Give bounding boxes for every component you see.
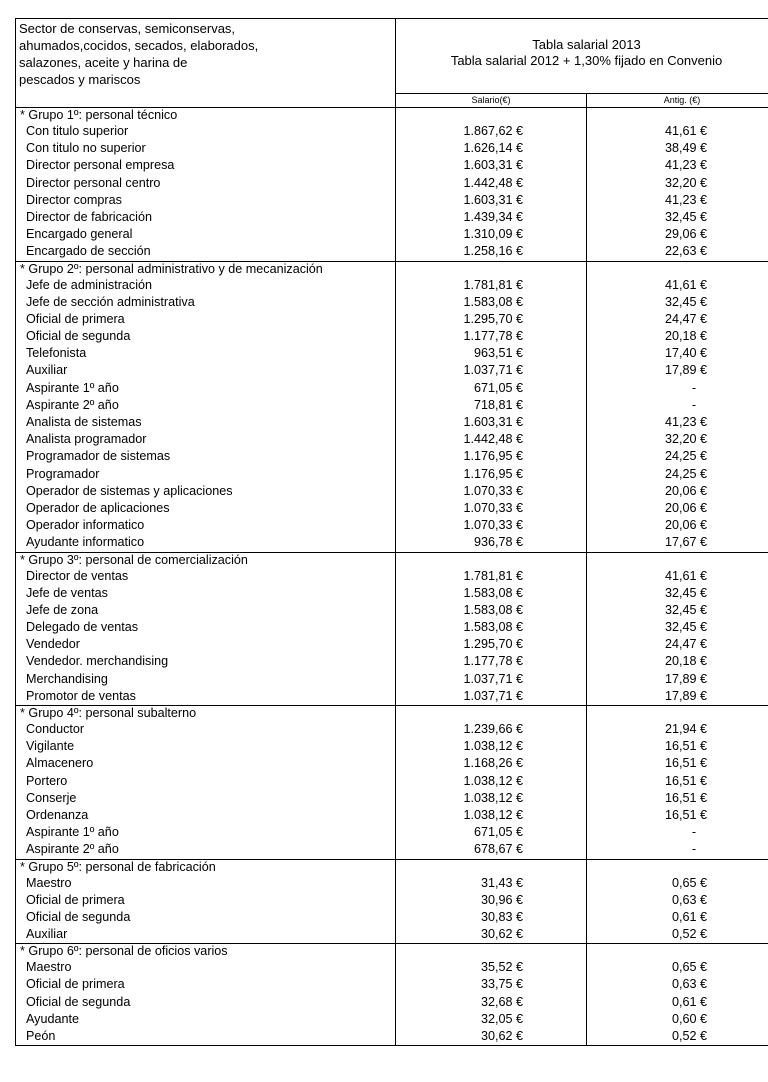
group-title: * Grupo 5º: personal de fabricación (16, 859, 396, 875)
category-name: Encargado de sección (16, 243, 396, 261)
salary-value: 671,05 € (396, 380, 587, 397)
category-name: Vendedor (16, 636, 396, 653)
salary-value: 1.038,12 € (396, 790, 587, 807)
antig-value: 32,20 € (587, 175, 768, 192)
table-row (16, 311, 768, 328)
category-name: Director personal centro (16, 175, 396, 192)
category-name: Conductor (16, 721, 396, 738)
group-title-spacer (396, 552, 587, 568)
salary-value: 718,81 € (396, 397, 587, 414)
table-row (16, 397, 768, 414)
table-row (16, 892, 768, 909)
antig-value: 24,25 € (587, 466, 768, 483)
category-name: Telefonista (16, 345, 396, 362)
group-title-spacer (587, 859, 768, 875)
salary-value: 1.781,81 € (396, 277, 587, 294)
salary-table (15, 18, 768, 1046)
salary-value: 1.295,70 € (396, 311, 587, 328)
table-row (16, 602, 768, 619)
category-name: Merchandising (16, 671, 396, 688)
group-title-spacer (587, 552, 768, 568)
salary-value: 1.583,08 € (396, 585, 587, 602)
antig-value: 0,65 € (587, 875, 768, 892)
category-name: Maestro (16, 959, 396, 976)
category-name: Auxiliar (16, 926, 396, 944)
category-name: Operador de aplicaciones (16, 500, 396, 517)
salary-value: 31,43 € (396, 875, 587, 892)
category-name: Jefe de ventas (16, 585, 396, 602)
antig-value: 21,94 € (587, 721, 768, 738)
antig-value: 0,52 € (587, 926, 768, 944)
table-row (16, 909, 768, 926)
salary-value: 1.070,33 € (396, 517, 587, 534)
antig-value: 16,51 € (587, 738, 768, 755)
table-row (16, 380, 768, 397)
antig-value: 20,06 € (587, 483, 768, 500)
category-name: Jefe de administración (16, 277, 396, 294)
antig-value: 32,20 € (587, 431, 768, 448)
antig-value: 20,18 € (587, 653, 768, 670)
table-row (16, 345, 768, 362)
sector-line: ahumados,cocidos, secados, elaborados, (19, 38, 259, 53)
table-row (16, 192, 768, 209)
antig-value: 16,51 € (587, 773, 768, 790)
antig-value: 41,61 € (587, 568, 768, 585)
category-name: Ordenanza (16, 807, 396, 824)
category-name: Delegado de ventas (16, 619, 396, 636)
category-name: Almacenero (16, 755, 396, 772)
category-name: Promotor de ventas (16, 688, 396, 706)
table-row (16, 243, 768, 261)
antig-value: 16,51 € (587, 807, 768, 824)
antig-value: - (587, 841, 768, 859)
group-header-row (16, 944, 768, 960)
column-header-antig: Antig. (€) (587, 93, 768, 107)
category-name: Maestro (16, 875, 396, 892)
group-title: * Grupo 4º: personal subalterno (16, 706, 396, 722)
table-row (16, 619, 768, 636)
table-row (16, 585, 768, 602)
category-name: Aspirante 2º año (16, 841, 396, 859)
group-title-spacer (396, 108, 587, 124)
group-title-spacer (396, 944, 587, 960)
category-name: Aspirante 1º año (16, 380, 396, 397)
table-row (16, 824, 768, 841)
salary-value: 1.603,31 € (396, 414, 587, 431)
category-name: Jefe de sección administrativa (16, 294, 396, 311)
antig-value: - (587, 824, 768, 841)
salary-value: 1.603,31 € (396, 157, 587, 174)
antig-value: 16,51 € (587, 790, 768, 807)
salary-value: 1.038,12 € (396, 773, 587, 790)
salary-value: 30,62 € (396, 1028, 587, 1046)
antig-value: 32,45 € (587, 294, 768, 311)
group-title-spacer (587, 944, 768, 960)
salary-value: 1.626,14 € (396, 140, 587, 157)
table-row (16, 466, 768, 483)
table-row (16, 926, 768, 944)
sector-line: Sector de conservas, semiconservas, (19, 21, 236, 36)
category-name: Ayudante informatico (16, 534, 396, 552)
category-name: Operador informatico (16, 517, 396, 534)
table-row (16, 568, 768, 585)
group-title: * Grupo 2º: personal administrativo y de mecanización (16, 261, 396, 277)
table-row (16, 362, 768, 379)
antig-value: 0,60 € (587, 1011, 768, 1028)
salary-value: 1.176,95 € (396, 448, 587, 465)
antig-value: 41,23 € (587, 192, 768, 209)
antig-value: 32,45 € (587, 602, 768, 619)
category-name: Auxiliar (16, 362, 396, 379)
salary-value: 1.038,12 € (396, 738, 587, 755)
salary-value: 1.439,34 € (396, 209, 587, 226)
salary-value: 1.168,26 € (396, 755, 587, 772)
table-row (16, 517, 768, 534)
antig-value: 20,18 € (587, 328, 768, 345)
table-title-cell (396, 19, 768, 94)
antig-value: 32,45 € (587, 585, 768, 602)
antig-value: 0,63 € (587, 892, 768, 909)
salary-value: 35,52 € (396, 959, 587, 976)
category-name: Analista de sistemas (16, 414, 396, 431)
table-row (16, 140, 768, 157)
table-row (16, 209, 768, 226)
antig-value: 17,89 € (587, 688, 768, 706)
table-row (16, 123, 768, 140)
category-name: Director compras (16, 192, 396, 209)
table-row (16, 755, 768, 772)
salary-value: 1.176,95 € (396, 466, 587, 483)
salary-table-document (15, 18, 768, 1046)
table-row (16, 636, 768, 653)
antig-value: 41,23 € (587, 414, 768, 431)
table-row (16, 875, 768, 892)
salary-value: 33,75 € (396, 976, 587, 993)
salary-value: 30,83 € (396, 909, 587, 926)
category-name: Oficial de primera (16, 311, 396, 328)
antig-value: 41,61 € (587, 277, 768, 294)
salary-value: 1.295,70 € (396, 636, 587, 653)
column-header-salary: Salario(€) (396, 93, 587, 107)
salary-value: 1.583,08 € (396, 602, 587, 619)
table-row (16, 671, 768, 688)
table-row (16, 807, 768, 824)
table-row (16, 790, 768, 807)
table-row (16, 328, 768, 345)
salary-value: 1.310,09 € (396, 226, 587, 243)
category-name: Ayudante (16, 1011, 396, 1028)
table-row (16, 294, 768, 311)
table-row (16, 1028, 768, 1046)
category-name: Oficial de segunda (16, 328, 396, 345)
category-name: Portero (16, 773, 396, 790)
salary-value: 1.583,08 € (396, 294, 587, 311)
table-row (16, 653, 768, 670)
category-name: Operador de sistemas y aplicaciones (16, 483, 396, 500)
antig-value: 24,47 € (587, 636, 768, 653)
salary-value: 1.781,81 € (396, 568, 587, 585)
salary-value: 936,78 € (396, 534, 587, 552)
group-title: * Grupo 3º: personal de comercialización (16, 552, 396, 568)
group-header-row (16, 261, 768, 277)
salary-value: 1.867,62 € (396, 123, 587, 140)
group-header-row (16, 108, 768, 124)
antig-value: 24,25 € (587, 448, 768, 465)
category-name: Oficial de segunda (16, 994, 396, 1011)
antig-value: 16,51 € (587, 755, 768, 772)
table-title: Tabla salarial 2013 (532, 37, 641, 52)
salary-value: 1.038,12 € (396, 807, 587, 824)
salary-value: 32,05 € (396, 1011, 587, 1028)
salary-value: 1.177,78 € (396, 328, 587, 345)
category-name: Conserje (16, 790, 396, 807)
sector-line: salazones, aceite y harina de (19, 55, 188, 70)
salary-value: 1.239,66 € (396, 721, 587, 738)
salary-value: 1.177,78 € (396, 653, 587, 670)
category-name: Oficial de segunda (16, 909, 396, 926)
salary-value: 1.442,48 € (396, 431, 587, 448)
table-row (16, 721, 768, 738)
category-name: Director personal empresa (16, 157, 396, 174)
category-name: Jefe de zona (16, 602, 396, 619)
table-row (16, 841, 768, 859)
table-row (16, 688, 768, 706)
antig-value: 17,40 € (587, 345, 768, 362)
antig-value: 0,52 € (587, 1028, 768, 1046)
table-row (16, 448, 768, 465)
table-subtitle: Tabla salarial 2012 + 1,30% fijado en Convenio (450, 53, 723, 68)
antig-value: 24,47 € (587, 311, 768, 328)
table-row (16, 226, 768, 243)
group-title-spacer (396, 261, 587, 277)
salary-value: 32,68 € (396, 994, 587, 1011)
table-row (16, 738, 768, 755)
sector-line: pescados y mariscos (19, 72, 141, 87)
table-row (16, 157, 768, 174)
category-name: Director de fabricación (16, 209, 396, 226)
group-title: * Grupo 6º: personal de oficios varios (16, 944, 396, 960)
sector-header-cell (16, 19, 396, 108)
antig-value: 17,89 € (587, 362, 768, 379)
group-title: * Grupo 1º: personal técnico (16, 108, 396, 124)
antig-value: - (587, 380, 768, 397)
salary-value: 1.442,48 € (396, 175, 587, 192)
table-row (16, 483, 768, 500)
group-title-spacer (396, 859, 587, 875)
table-row (16, 959, 768, 976)
category-name: Con titulo no superior (16, 140, 396, 157)
table-row (16, 1011, 768, 1028)
table-row (16, 431, 768, 448)
group-header-row (16, 552, 768, 568)
category-name: Director de ventas (16, 568, 396, 585)
category-name: Vigilante (16, 738, 396, 755)
table-row (16, 500, 768, 517)
salary-value: 671,05 € (396, 824, 587, 841)
table-row (16, 994, 768, 1011)
salary-value: 30,96 € (396, 892, 587, 909)
antig-value: 38,49 € (587, 140, 768, 157)
table-row (16, 773, 768, 790)
antig-value: 0,63 € (587, 976, 768, 993)
category-name: Aspirante 2º año (16, 397, 396, 414)
salary-value: 1.037,71 € (396, 362, 587, 379)
salary-value: 1.037,71 € (396, 688, 587, 706)
category-name: Oficial de primera (16, 892, 396, 909)
salary-value: 678,67 € (396, 841, 587, 859)
antig-value: 17,89 € (587, 671, 768, 688)
category-name: Programador de sistemas (16, 448, 396, 465)
category-name: Programador (16, 466, 396, 483)
salary-value: 1.583,08 € (396, 619, 587, 636)
table-row (16, 976, 768, 993)
salary-value: 1.070,33 € (396, 483, 587, 500)
salary-value: 963,51 € (396, 345, 587, 362)
category-name: Con titulo superior (16, 123, 396, 140)
salary-value: 1.258,16 € (396, 243, 587, 261)
salary-value: 1.037,71 € (396, 671, 587, 688)
table-row (16, 414, 768, 431)
category-name: Aspirante 1º año (16, 824, 396, 841)
group-title-spacer (587, 108, 768, 124)
table-body (16, 108, 768, 1046)
salary-value: 30,62 € (396, 926, 587, 944)
antig-value: - (587, 397, 768, 414)
table-row (16, 534, 768, 552)
salary-value: 1.603,31 € (396, 192, 587, 209)
antig-value: 0,61 € (587, 994, 768, 1011)
category-name: Encargado general (16, 226, 396, 243)
antig-value: 0,65 € (587, 959, 768, 976)
antig-value: 20,06 € (587, 500, 768, 517)
category-name: Vendedor. merchandising (16, 653, 396, 670)
antig-value: 20,06 € (587, 517, 768, 534)
table-row (16, 277, 768, 294)
table-row (16, 175, 768, 192)
antig-value: 29,06 € (587, 226, 768, 243)
group-title-spacer (396, 706, 587, 722)
category-name: Analista programador (16, 431, 396, 448)
salary-value: 1.070,33 € (396, 500, 587, 517)
antig-value: 41,23 € (587, 157, 768, 174)
group-header-row (16, 706, 768, 722)
group-header-row (16, 859, 768, 875)
category-name: Oficial de primera (16, 976, 396, 993)
antig-value: 0,61 € (587, 909, 768, 926)
group-title-spacer (587, 261, 768, 277)
antig-value: 22,63 € (587, 243, 768, 261)
antig-value: 41,61 € (587, 123, 768, 140)
antig-value: 17,67 € (587, 534, 768, 552)
antig-value: 32,45 € (587, 209, 768, 226)
group-title-spacer (587, 706, 768, 722)
antig-value: 32,45 € (587, 619, 768, 636)
category-name: Peón (16, 1028, 396, 1046)
